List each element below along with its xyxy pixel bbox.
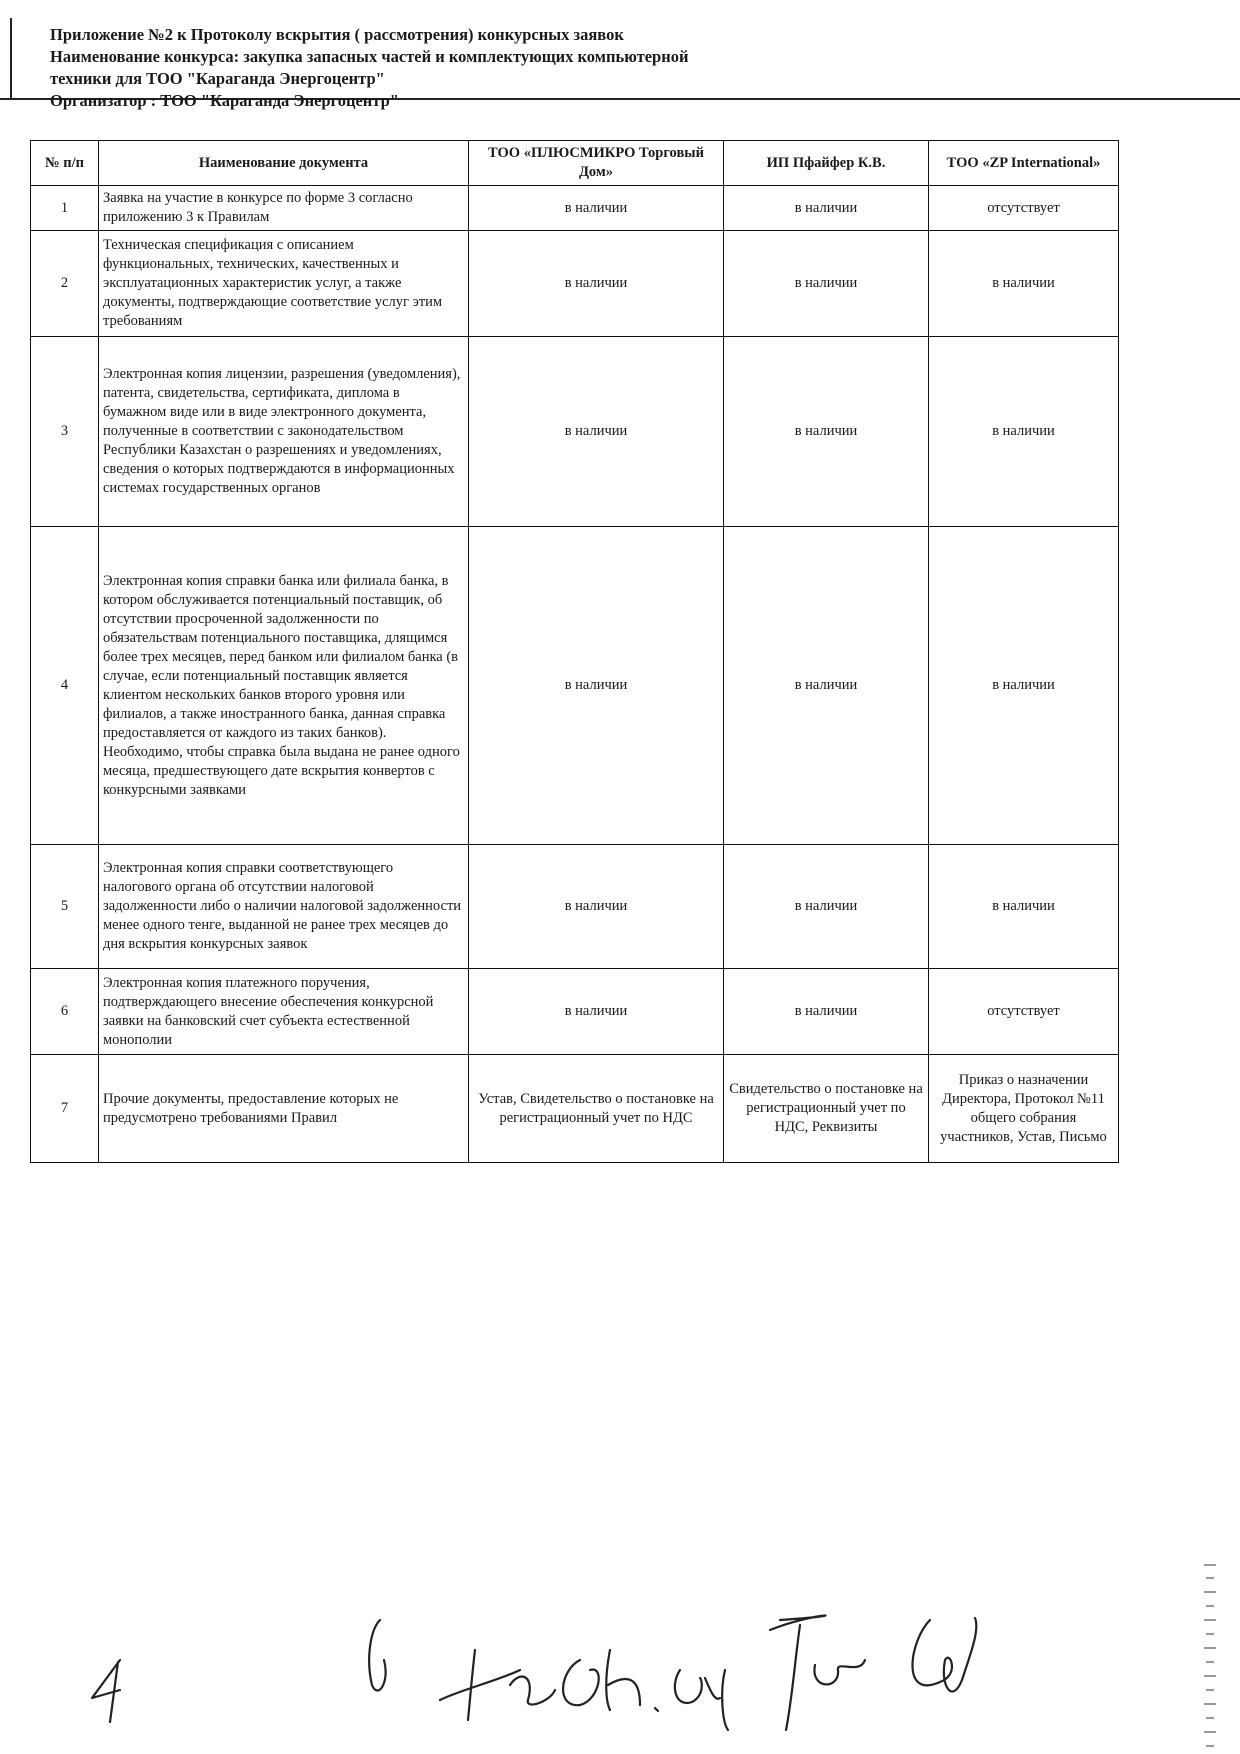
document-header [50,24,1050,112]
row-supplier-zp: в наличии [929,337,1119,527]
row-num: 7 [31,1055,99,1163]
row-supplier-zp: в наличии [929,845,1119,969]
header-supplier-pfaifer: ИП Пфайфер К.В. [724,141,929,186]
signatures-area [80,1590,1080,1740]
row-supplier-zp: в наличии [929,527,1119,845]
header-num: № п/п [31,141,99,186]
table-row [31,969,1119,1055]
row-supplier-pfaifer: Свидетельство о постановке на регистрационный учет по НДС, Реквизиты [724,1055,929,1163]
table-row [31,231,1119,337]
row-doc-name: Техническая спецификация с описанием функциональных, технических, качественных и эксплуатационных характеристик услуг, а также документы, подтверждающие соответствие услуг этим требованиям [99,231,469,337]
row-num: 6 [31,969,99,1055]
row-num: 3 [31,337,99,527]
row-supplier-plusmicro: в наличии [469,527,724,845]
scan-edge-left [10,18,12,98]
row-supplier-pfaifer: в наличии [724,969,929,1055]
row-supplier-plusmicro: в наличии [469,969,724,1055]
table-row [31,186,1119,231]
row-supplier-pfaifer: в наличии [724,527,929,845]
documents-table [30,140,1119,1163]
row-doc-name: Электронная копия лицензии, разрешения (уведомления), патента, свидетельства, сертификата, диплома в бумажном виде или в виде электронного документа, полученные в соответствии с законодательством Республики Казахстан о разрешениях и уведомлениях, сведения о которых подтверждаются в информационных системах государственных органов [99,337,469,527]
row-num: 1 [31,186,99,231]
table-row [31,527,1119,845]
table-row [31,845,1119,969]
row-supplier-plusmicro: Устав, Свидетельство о постановке на регистрационный учет по НДС [469,1055,724,1163]
row-supplier-zp: в наличии [929,231,1119,337]
header-supplier-zp: ТОО «ZP International» [929,141,1119,186]
header-doc-name: Наименование документа [99,141,469,186]
row-num: 2 [31,231,99,337]
row-supplier-plusmicro: в наличии [469,845,724,969]
signature-6 [770,1616,865,1730]
binding-marks [1200,1560,1220,1750]
header-organizer: Организатор : ТОО "Караганда Энергоцентр" [50,91,399,110]
table-row [31,337,1119,527]
row-doc-name: Электронная копия справки соответствующего налогового органа об отсутствии налоговой задолженности либо о наличии налоговой задолженности менее одного тенге, выданной не ранее трех месяцев до дня вскрытия конкурсных заявок [99,845,469,969]
row-num: 5 [31,845,99,969]
table-header-row [31,141,1119,186]
row-num: 4 [31,527,99,845]
row-doc-name: Электронная копия справки банка или филиала банка, в котором обслуживается потенциальный поставщик, об отсутствии просроченной задолженности по обязательствам потенциального поставщика, длящимся более трех месяцев, перед банком или филиалом банка (в случае, если потенциальный поставщик является клиентом нескольких банков второго уровня или филиалов, а также иностранного банка, данная справка предоставляется от каждого из таких банков). Необходимо, чтобы справка была выдана не ранее одного месяца, предшествующего дате вскрытия конвертов с конкурсными заявками [99,527,469,845]
header-tender-name-cont: техники для ТОО "Караганда Энергоцентр" [50,69,385,88]
row-supplier-plusmicro: в наличии [469,231,724,337]
signature-1 [92,1660,120,1722]
header-tender-name: Наименование конкурса: закупка запасных частей и комплектующих компьютерной [50,47,689,66]
row-supplier-zp: отсутствует [929,186,1119,231]
row-supplier-plusmicro: в наличии [469,337,724,527]
table-row [31,1055,1119,1163]
header-supplier-plusmicro: ТОО «ПЛЮСМИКРО Торговый Дом» [469,141,724,186]
signature-3 [440,1650,555,1720]
row-doc-name: Прочие документы, предоставление которых не предусмотрено требованиями Правил [99,1055,469,1163]
row-doc-name: Электронная копия платежного поручения, подтверждающего внесение обеспечения конкурсной заявки на банковский счет субъекта естественной монополии [99,969,469,1055]
signature-4 [563,1650,658,1711]
row-supplier-pfaifer: в наличии [724,186,929,231]
signature-7 [913,1618,977,1691]
header-annex-title: Приложение №2 к Протоколу вскрытия ( рассмотрения) конкурсных заявок [50,25,624,44]
row-supplier-zp: Приказ о назначении Директора, Протокол №11 общего собрания участников, Устав, Письмо [929,1055,1119,1163]
row-supplier-plusmicro: в наличии [469,186,724,231]
row-supplier-pfaifer: в наличии [724,845,929,969]
signature-2 [369,1620,385,1691]
row-supplier-pfaifer: в наличии [724,337,929,527]
row-supplier-zp: отсутствует [929,969,1119,1055]
row-doc-name: Заявка на участие в конкурсе по форме 3 согласно приложению 3 к Правилам [99,186,469,231]
row-supplier-pfaifer: в наличии [724,231,929,337]
signature-5 [675,1670,728,1730]
